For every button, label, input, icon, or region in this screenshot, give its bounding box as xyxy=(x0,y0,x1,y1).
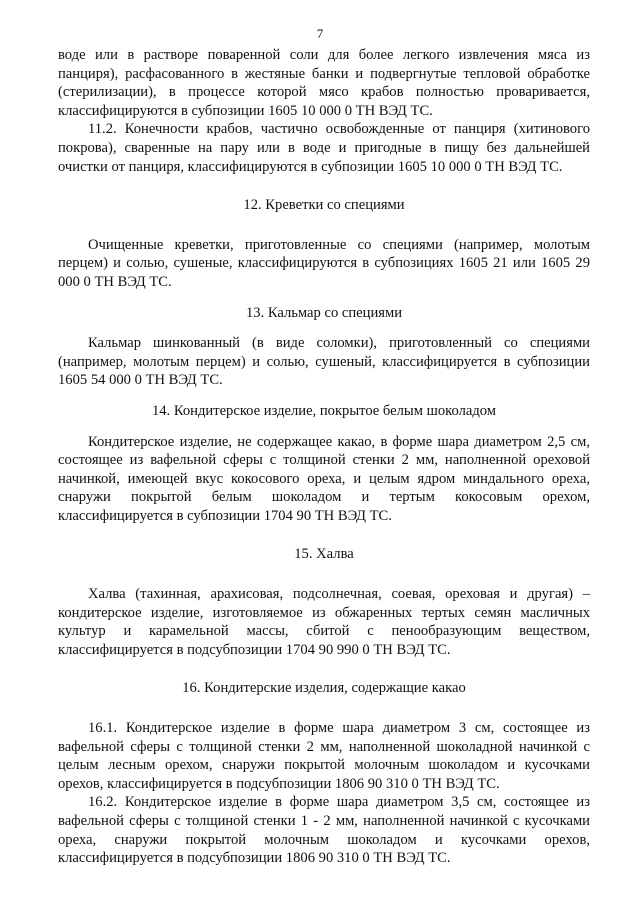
section-heading-13: 13. Кальмар со специями xyxy=(245,304,403,321)
paragraph-13: Кальмар шинкованный (в виде соломки), приготовленный со специями (например, молотым перцем) и солью, сушеный, классифицируется в субпозиции 1605 54 000 0 ТН ВЭД ТС. xyxy=(58,335,590,389)
section-heading-15: 15. Халва xyxy=(294,546,354,563)
page-number: 7 xyxy=(316,26,324,41)
paragraph-12: Очищенные креветки, приготовленные со специями (например, молотым перцем) и солью, сушеные, классифицируются в субпозициях 1605 21 или 1605 29 000 0 ТН ВЭД ТС. xyxy=(58,236,590,290)
paragraph-11-continuation: воде или в растворе поваренной соли для более легкого извлечения мяса из панциря), расфасованного в жестяные банки и подвергнутые тепловой обработке (стерилизации), в процессе которой мясо крабов полностью проваривается, классифицируются в субпозиции 1605 10 000 0 ТН ВЭД ТС. xyxy=(58,47,590,119)
section-heading-16: 16. Кондитерские изделия, содержащие какао xyxy=(182,680,466,697)
paragraph-16-1: 16.1. Кондитерское изделие в форме шара диаметром 3 см, состоящее из вафельной сферы с толщиной стенки 2 мм, наполненной шоколадной начинкой с целым лесным орехом, снаружи покрытой молочным шоколадом и кусочками орехов, классифицируется в подсубпозиции 1806 90 310 0 ТН ВЭД ТС. xyxy=(58,720,590,792)
paragraph-11-2: 11.2. Конечности крабов, частично освобожденные от панциря (хитинового покрова), сваренные на пару или в воде и пригодные в пищу без дальнейшей очистки от панциря, классифицируются в субпозиции 1605 10 000 0 ТН ВЭД ТС. xyxy=(58,121,590,175)
paragraph-14: Кондитерское изделие, не содержащее какао, в форме шара диаметром 2,5 см, состоящее из вафельной сферы с толщиной стенки 2 мм, наполненной ореховой начинкой, имеющей вкус кокосового ореха, и целым ядром миндального ореха, снаружи покрытой белым шоколадом и тертым кокосовым орехом, классифицируется в субпозиции 1704 90 ТН ВЭД ТС. xyxy=(58,433,590,524)
section-heading-14: 14. Кондитерское изделие, покрытое белым шоколадом xyxy=(151,402,497,419)
document-body xyxy=(58,46,590,868)
paragraph-16-2: 16.2. Кондитерское изделие в форме шара диаметром 3,5 см, состоящее из вафельной сферы с толщиной стенки 1 - 2 мм, наполненной начинкой с кусочками ореха, снаружи покрытой молочным шоколадом и кусочками орехов, классифицируется в подсубпозиции 1806 90 310 0 ТН ВЭД ТС. xyxy=(58,794,590,867)
section-heading-12: 12. Креветки со специями xyxy=(243,197,405,214)
paragraph-15: Халва (тахинная, арахисовая, подсолнечная, соевая, ореховая и другая) – кондитерское изделие, изготовляемое из обжаренных тертых семян масличных культур и карамельной массы, сбитой с пенообразующим веществом, классифицируется в подсубпозиции 1704 90 990 0 ТН ВЭД ТС. xyxy=(58,586,590,658)
